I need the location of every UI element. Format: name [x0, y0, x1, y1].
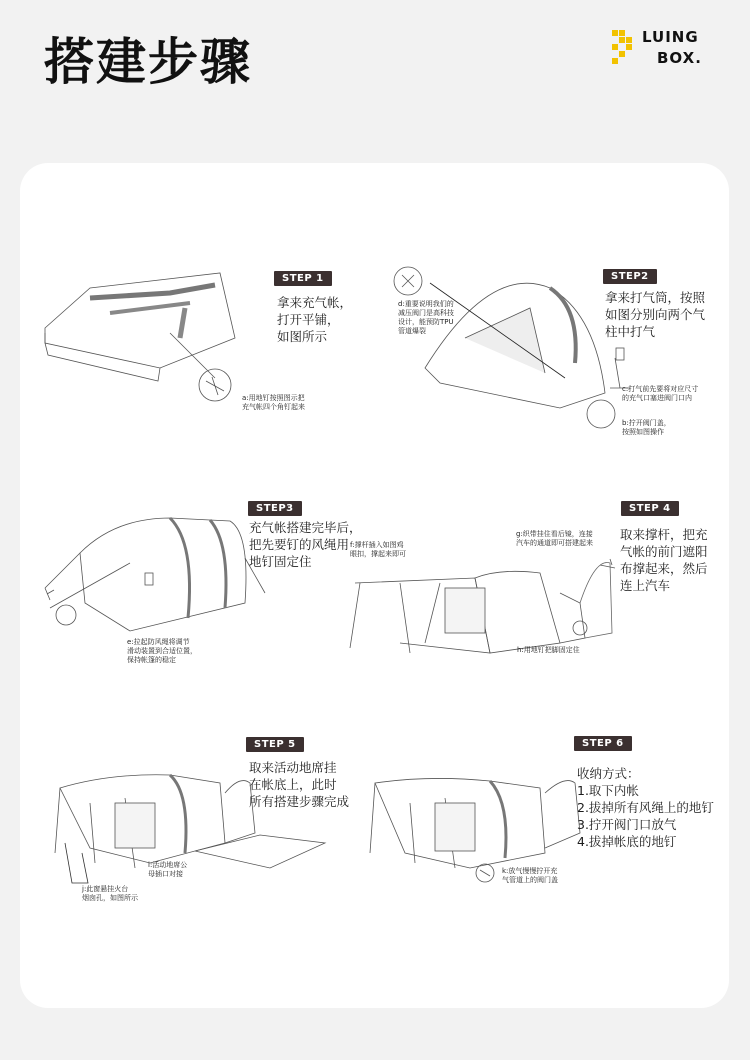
step4-note-f: f:撑杆插入如图鸡 眼扣，撑起来即可: [350, 541, 406, 558]
step2-note-b: b:拧开阀门盖， 按照如图操作: [622, 419, 671, 436]
step3-description: 充气帐搭建完毕后， 把先要钉的风绳用 地钉固定住: [249, 520, 362, 569]
step3-note-e: e:拉起防风绳将调节 滑动装置到合适位置， 保持帐篷的稳定: [127, 638, 197, 664]
brand-logo: [612, 28, 712, 68]
step5-note-i: i:活动地席公 母插口对接: [148, 861, 188, 878]
step5-description: 取来活动地席挂 在帐底上，此时 所有搭建步骤完成: [249, 760, 350, 809]
step4-tag: STEP 4: [621, 501, 679, 516]
step2-note-c: c:打气前先要将对应尺寸 的充气口塞进阀门口内: [622, 385, 699, 402]
step2-inflating-tent-illustration: [394, 267, 630, 428]
step1-note-a: a:用地钉按照图示把 充气帐四个角钉起来: [242, 394, 305, 411]
step1-tag: STEP 1: [274, 271, 332, 286]
brand-line-2: BOX.: [657, 49, 702, 67]
step2-note-d: d:重要说明我们的 减压阀门是高科技 设计，能预防TPU 管道爆裂: [398, 300, 454, 335]
step4-note-g: g:织带挂住看后镜，连接 汽车的通道即可搭建起来: [516, 530, 593, 547]
step5-tag: STEP 5: [246, 737, 304, 752]
step3-tent-with-guylines-illustration: [45, 518, 265, 631]
step4-note-h: h:用地钉把脚固定住: [517, 646, 580, 654]
step4-tent-awning-car-illustration: [350, 559, 615, 653]
brand-line-1: LUING: [642, 28, 699, 46]
page-title: 搭建步骤: [44, 33, 252, 91]
step1-flat-tent-illustration: [45, 273, 235, 401]
step2-description: 拿来打气筒，按照 如图分别向两个气 柱中打气: [605, 290, 706, 339]
step6-description: 收纳方式： 1.取下内帐 2.拔掉所有风绳上的地钉 3.拧开阀门口放气 4.拔掉帐底的地钉: [577, 766, 714, 849]
step5-note-j: j:此窗悬挂火台 烟囱孔，如图所示: [82, 885, 138, 902]
step6-note-k: k:放气慢慢拧开充 气管道上的阀门盖: [502, 867, 558, 884]
step4-description: 取来撑杆，把充 气帐的前门遮阳 布撑起来，然后 连上汽车: [620, 527, 708, 593]
instructions-card: [20, 163, 729, 1008]
step6-tag: STEP 6: [574, 736, 632, 751]
step1-description: 拿来充气帐， 打开平铺， 如图所示: [277, 295, 353, 344]
step3-tag: STEP3: [248, 501, 302, 516]
brand-mark-icon: [612, 30, 634, 64]
step2-tag: STEP2: [603, 269, 657, 284]
